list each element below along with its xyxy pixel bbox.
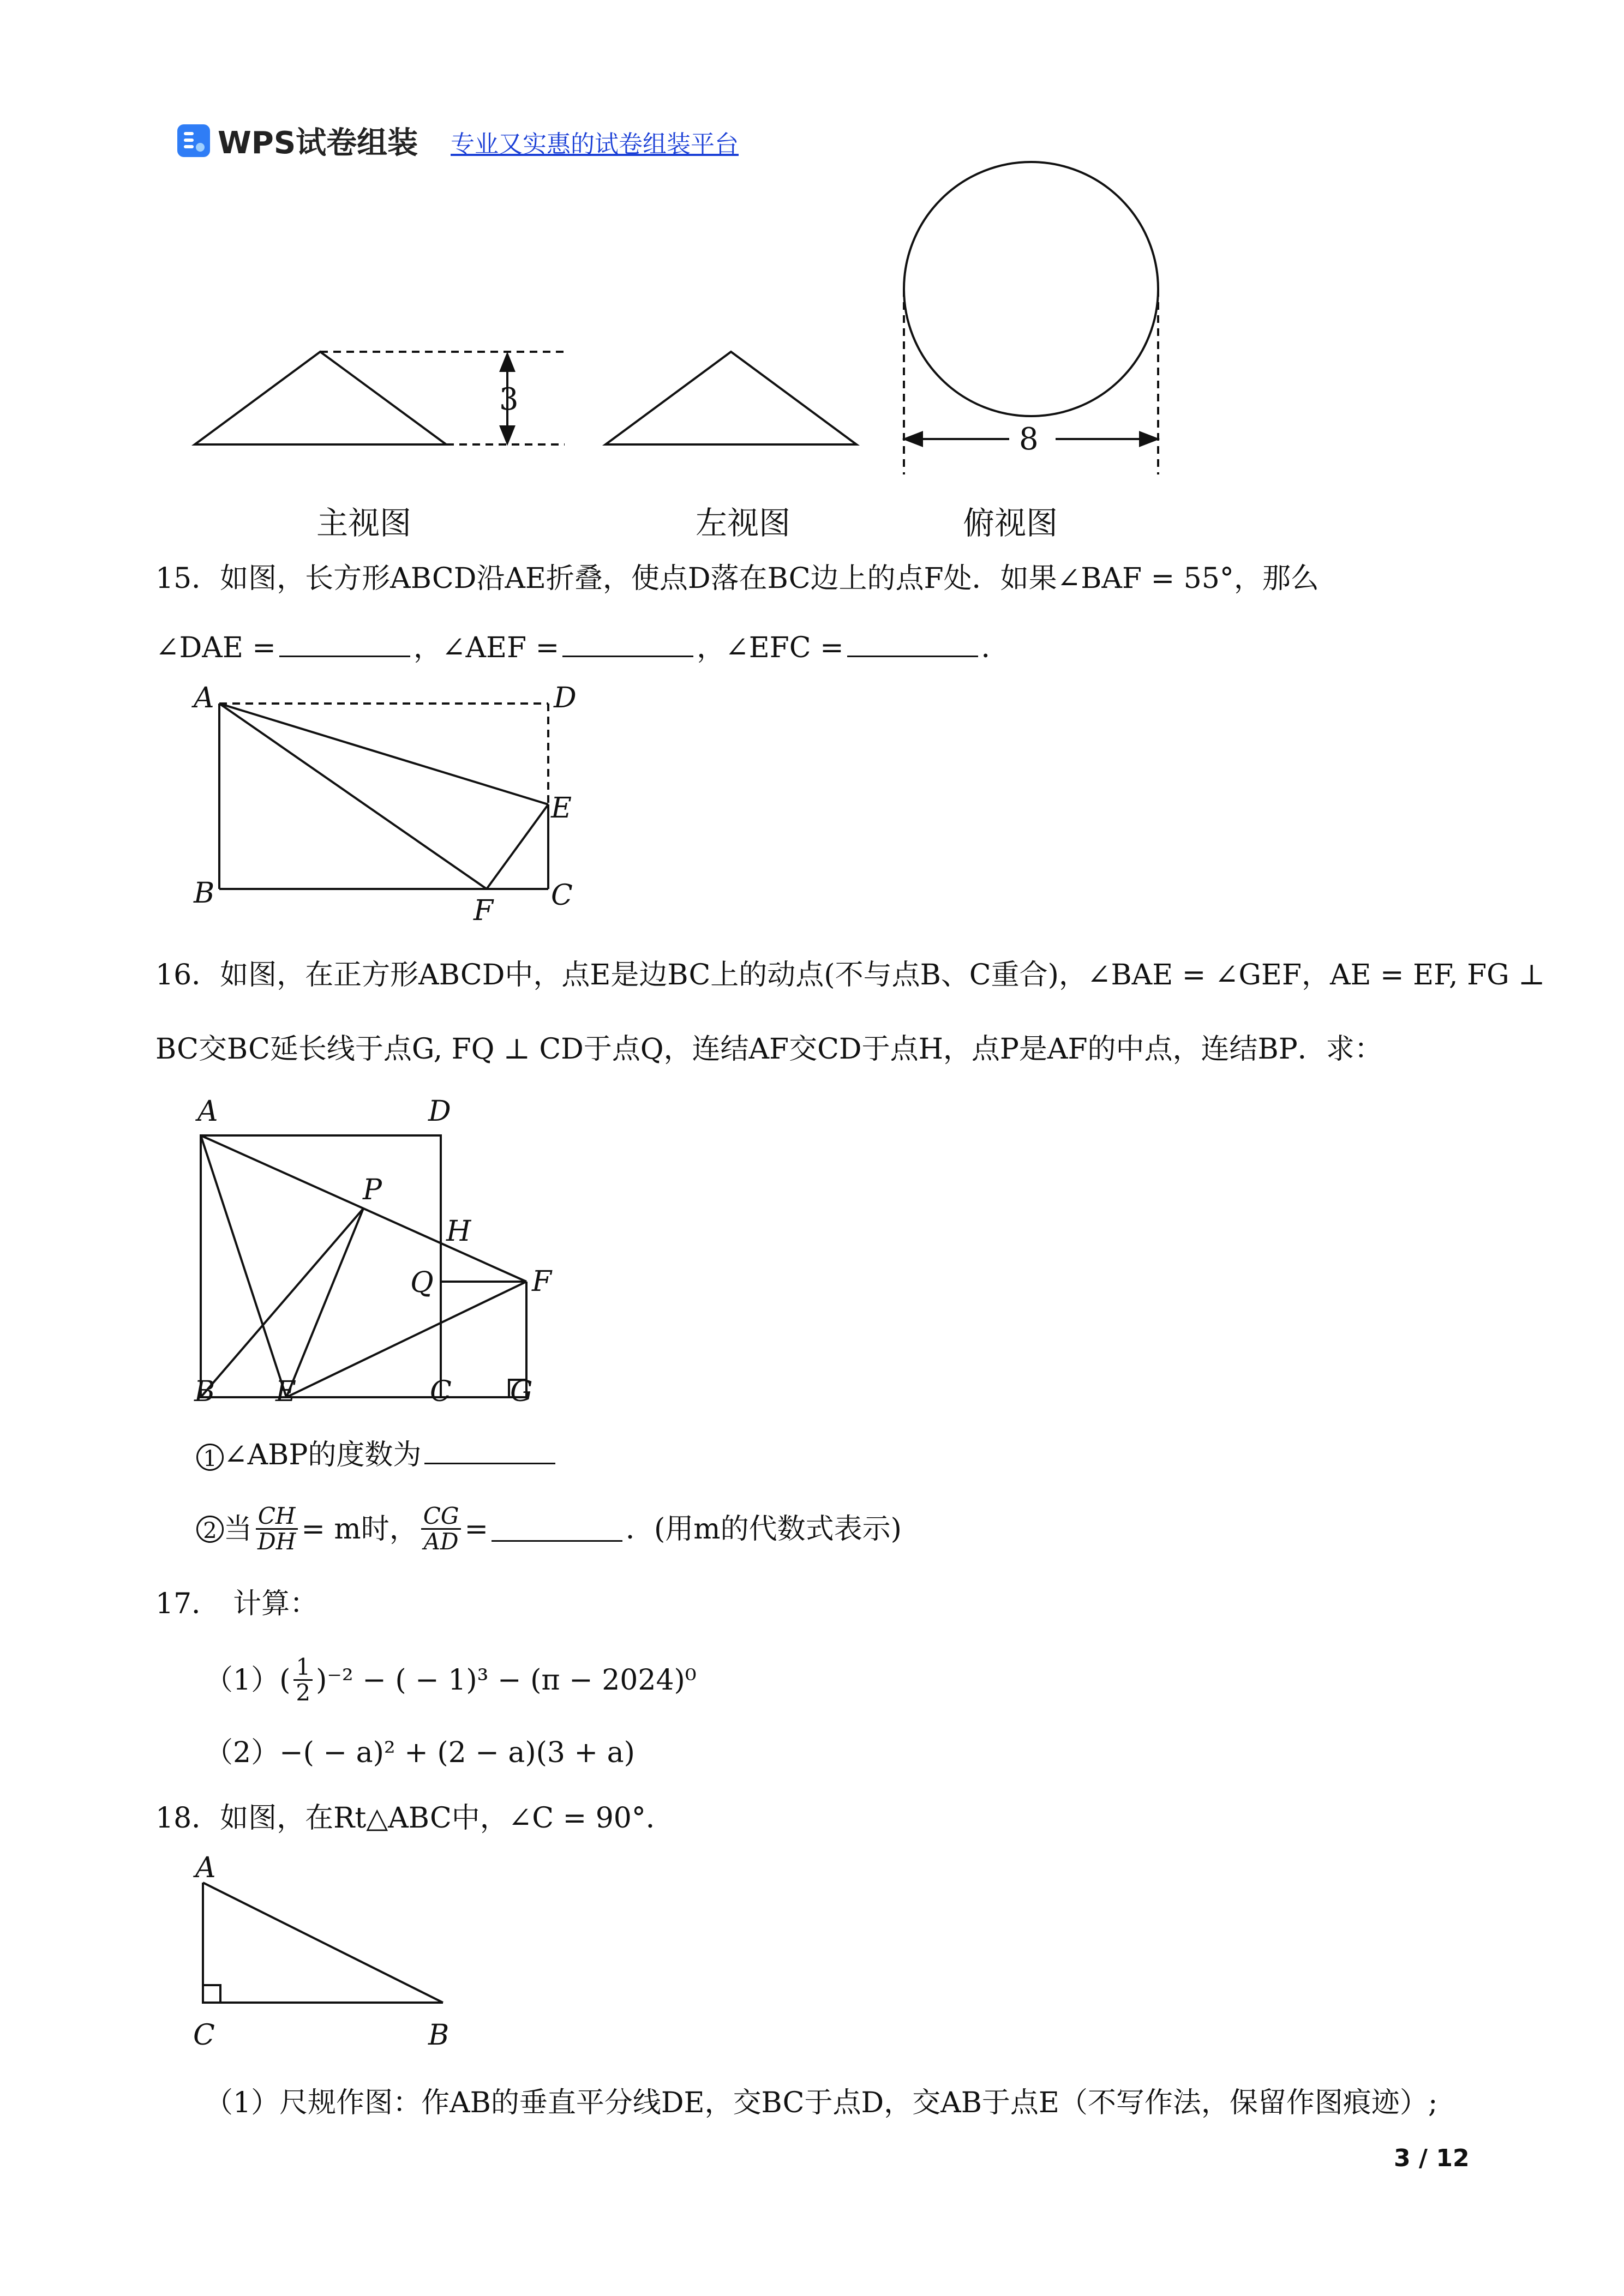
q15-label-e: E (551, 792, 572, 825)
answer-blank-abp[interactable] (424, 1439, 555, 1464)
q15-label-d: D (554, 682, 577, 714)
three-views-figure (0, 0, 1624, 545)
q16-label-q: Q (410, 1266, 434, 1299)
height-label: 3 (499, 382, 519, 417)
q18-label-b: B (428, 2019, 450, 2052)
q16-line1: 16．如图，在正方形ABCD中，点E是边BC上的动点(不与点B、C重合)，∠BAE = ∠GEF，AE = EF, FG ⊥ (155, 959, 1545, 991)
q16-label-g: G (510, 1375, 533, 1408)
circled-number-2: 2 (196, 1516, 224, 1543)
left-view-label: 左视图 (696, 504, 791, 542)
front-view-triangle (195, 352, 446, 444)
q16-label-c: C (430, 1375, 452, 1408)
q16-figure (0, 1118, 655, 1423)
q15-label-a: A (194, 682, 214, 714)
q16-label-e: E (275, 1375, 296, 1408)
q16-label-b: B (194, 1375, 215, 1408)
q15-label-f: F (474, 894, 494, 927)
slogan-link[interactable]: 专业又实惠的试卷组装平台 (451, 130, 739, 158)
fraction-one-half: $\frac{1}{2}$ (293, 1655, 313, 1705)
brand-name: WPS试卷组装 (218, 125, 418, 161)
left-view-triangle (606, 352, 856, 444)
q16-sub2: 2 当 $\frac{CH}{DH}$ = m时， $\frac{CG}{AD}$ = ．(用m的代数式表示) (196, 1504, 902, 1554)
answer-blank-cg-ad[interactable] (492, 1516, 622, 1542)
q15-text: 如图，长方形ABCD沿AE折叠，使点D落在BC边上的点F处．如果∠BAF = 55°，那么 (220, 562, 1319, 595)
q16-line2: BC交BC延长线于点G, FQ ⊥ CD于点Q，连结AF交CD于点H，点P是AF的中点，连结BP．求： (155, 1033, 1383, 1066)
q16-label-f: F (532, 1265, 552, 1298)
q18-line1: 18．如图，在Rt△ABC中，∠C = 90°． (155, 1802, 674, 1835)
fraction-ch-dh: $\frac{CH}{DH}$ (255, 1504, 298, 1554)
q18-label-a: A (195, 1852, 216, 1884)
q17-title: 17． 计算： (155, 1588, 319, 1620)
top-view-label: 俯视图 (963, 504, 1058, 542)
answer-blank-dae[interactable] (279, 632, 410, 657)
q18-sub1: （1）尺规作图：作AB的垂直平分线DE，交BC于点D，交AB于点E（不写作法，保留作图痕迹）; (205, 2087, 1438, 2119)
q16-number: 16． (155, 959, 220, 991)
q17-sub2: （2）−( − a)² + (2 − a)(3 + a) (205, 1736, 635, 1769)
answer-blank-efc[interactable] (847, 632, 978, 657)
top-view-circle (904, 162, 1158, 416)
diameter-label: 8 (1019, 422, 1039, 457)
q15-line2: ∠DAE = ，∠AEF = ，∠EFC = ． (155, 632, 1010, 664)
q17-sub1: （1） ( $\frac{1}{2}$ )⁻² − ( − 1)³ − (π − 2024)⁰ (205, 1654, 697, 1706)
q15-label-b: B (194, 877, 215, 910)
q16-label-a: A (197, 1095, 218, 1128)
q18-number: 18． (155, 1802, 220, 1835)
circled-number-1: 1 (196, 1444, 224, 1471)
q16-label-d: D (428, 1095, 451, 1128)
fraction-cg-ad: $\frac{CG}{AD}$ (421, 1504, 462, 1554)
q18-figure (0, 1865, 546, 2029)
q16-sub1: 1 ∠ABP的度数为 (196, 1439, 559, 1471)
answer-blank-aef[interactable] (562, 632, 693, 657)
q16-label-p: P (363, 1174, 382, 1206)
page-number: 3 / 12 (1394, 2144, 1470, 2172)
q18-label-c: C (193, 2019, 215, 2052)
q15-line1 (155, 564, 1319, 593)
q16-label-h: H (446, 1215, 471, 1248)
q15-number: 15． (155, 562, 220, 595)
q15-label-c: C (551, 879, 573, 912)
front-view-label: 主视图 (316, 504, 412, 542)
q17-number: 17． (155, 1588, 220, 1620)
